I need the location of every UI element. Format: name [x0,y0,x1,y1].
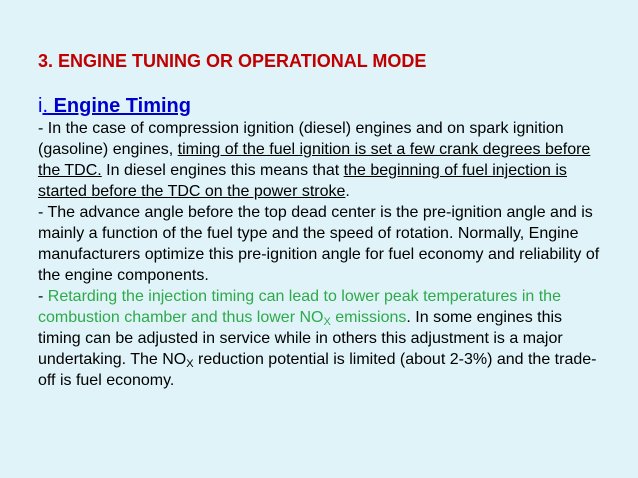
para3-highlight-text-2: emissions [330,309,407,326]
subheading-title: Engine Timing [48,95,191,117]
para1-underlined-2: the beginning of fuel injection is started before the TDC on the power stroke [38,162,567,200]
para1-underlined-1: timing of the fuel ignition is set a few crank degrees before the TDC. [38,141,591,179]
paragraph-ignition-timing [38,118,608,202]
para3-text-2: reduction potential is limited (about 2-3%) and the trade-off is fuel economy. [38,351,597,389]
para3-highlight-subscript: X [323,316,331,328]
section-heading: 3. ENGINE TUNING OR OPERATIONAL MODE [38,51,427,71]
para1-text-3: . [345,183,350,200]
para3-text-1: . In some engines this timing can be adjusted in service while in others this adjustment is a major undertaking. The NO [38,309,563,368]
para3-subscript: X [186,358,194,370]
para1-text-2: In diesel engines this means that [101,162,344,179]
subheading-dot: . [42,95,49,117]
para1-text-1: - In the case of compression ignition (diesel) engines and on spark ignition (gasoline) engines, [38,120,564,158]
para3-dash: - [38,288,48,305]
subheading [38,94,608,118]
subheading-number: i [38,95,43,117]
paragraph-advance-angle: - The advance angle before the top dead center is the pre-ignition angle and is mainly a function of the fuel type and the speed of rotation. Normally, Engine manufacturers optimize this pre-ignition angle for fuel economy and reliability of the engine components. [38,204,600,284]
paragraph-retarding-timing [38,286,608,391]
slide-body [38,94,608,391]
para3-highlight-text-1: Retarding the injection timing can lead to lower peak temperatures in the combustion chamber and thus lower NO [38,288,561,326]
